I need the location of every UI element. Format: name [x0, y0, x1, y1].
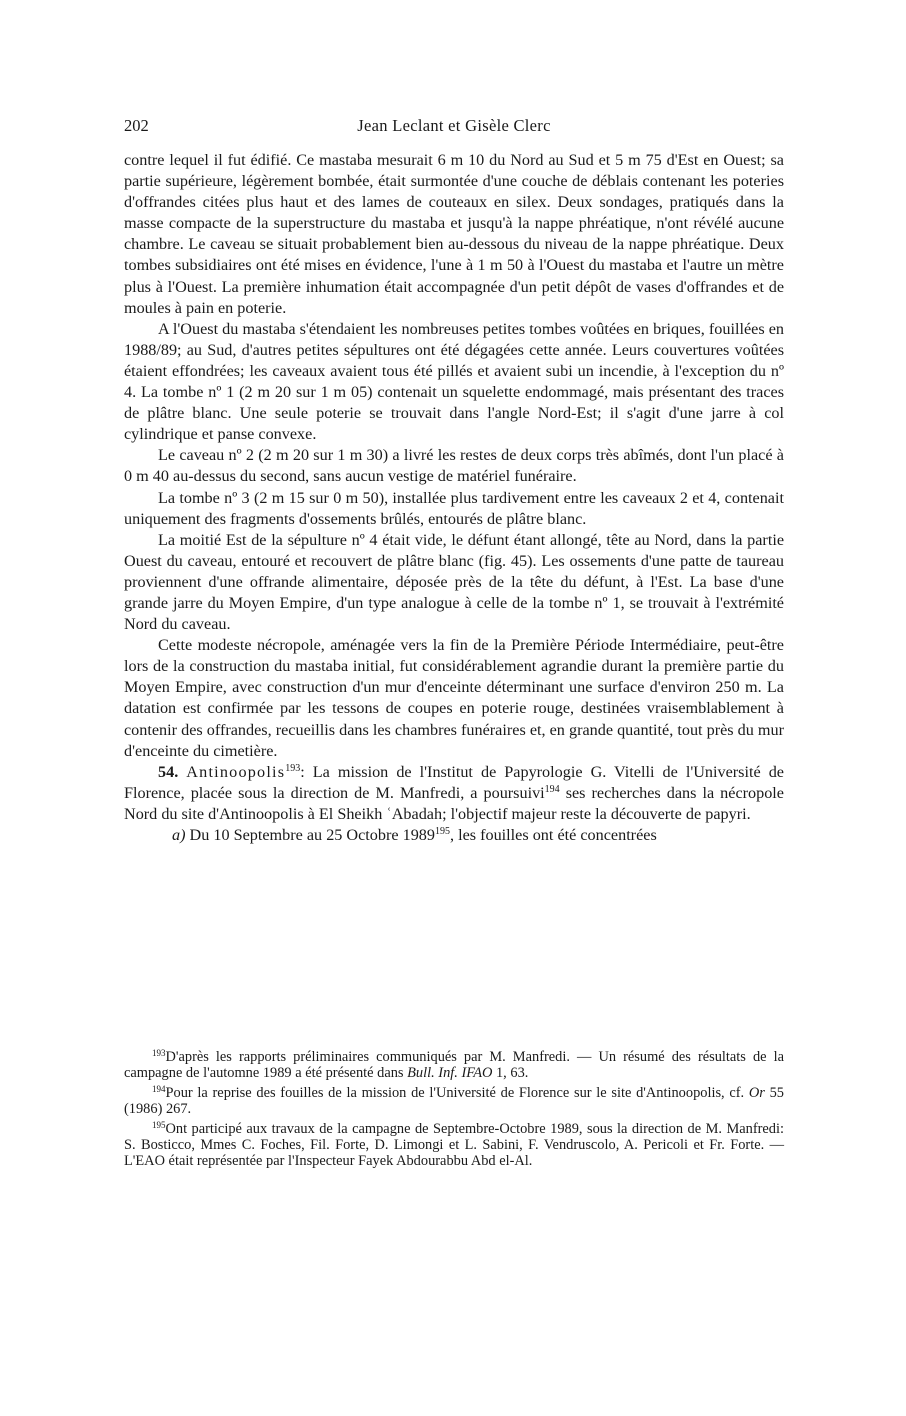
- section-text-b: ses recherches dans la nécropole Nord du site d'Antinoopolis à El Sheikh ʿAbadah; l'objectif majeur reste la découverte de papyri.: [124, 783, 784, 823]
- paragraph-tombe-3: La tombe nº 3 (2 m 15 sur 0 m 50), installée plus tardivement entre les caveaux 2 et 4, contenait uniquement des fragments d'ossements brûlés, entourés de plâtre blanc.: [124, 488, 784, 528]
- paragraph-caveau-2: Le caveau nº 2 (2 m 20 sur 1 m 30) a livré les restes de deux corps très abîmés, dont l'un placé à 0 m 40 au-dessus du second, sans aucun vestige de matériel funéraire.: [124, 446, 784, 486]
- paragraph-a-text-b: , les fouilles ont été concentrées: [449, 826, 657, 844]
- footnote-number: 194: [152, 1084, 166, 1095]
- footnote-text: 1, 63.: [492, 1064, 529, 1081]
- footnote-number: 195: [152, 1120, 166, 1131]
- footnote-193: [124, 1050, 784, 1081]
- footnote-195: [124, 1122, 784, 1169]
- journal-title: Or: [748, 1085, 765, 1102]
- item-label-a: a): [172, 826, 186, 844]
- footnote-ref-193: 193: [285, 762, 301, 774]
- running-title: Jean Leclant et Gisèle Clerc: [357, 116, 551, 135]
- paragraph-vaulted-tombs: A l'Ouest du mastaba s'étendaient les nombreuses petites tombes voûtées en briques, fouillées en 1988/89; au Sud, d'autres petites sépultures ont été dégagées cette année. Leurs couvertures voûtées étaient effondrées; les caveaux avaient tous été pillés et avaient subi un incendie, à l'exception du nº 4. La tombe nº 1 (2 m 20 sur 1 m 05) contenait un squelette endommagé, mais présentant des traces de plâtre blanc. Une seule poterie se trouvait dans l'angle Nord-Est; il s'agit d'une jarre à col cylindrique et panse convexe.: [124, 319, 784, 444]
- paragraph-a-text-a: Du 10 Septembre au 25 Octobre 1989: [185, 826, 435, 844]
- section-text-a: : La mission de l'Institut de Papyrologie G. Vitelli de l'Université de Florence, placée sous la direction de M. Manfredi, a poursuivi: [124, 762, 784, 802]
- journal-title: Bull. Inf. IFAO: [407, 1064, 493, 1081]
- paragraph-sepulture-4: La moitié Est de la sépulture nº 4 était vide, le défunt étant allongé, tête au Nord, dans la partie Ouest du caveau, entouré et recouvert de plâtre blanc (fig. 45). Les ossements d'une patte de taureau proviennent d'une offrande alimentaire, déposée près de la tête du défunt, à l'Est. La base d'une grande jarre du Moyen Empire, d'un type analogue à celle de la tombe nº 1, se trouvait à l'extrémité Nord du caveau.: [124, 530, 784, 634]
- section-number: 54.: [158, 762, 179, 781]
- paragraph-a: [124, 825, 784, 846]
- main-text: [124, 150, 784, 846]
- footnote-text: D'après les rapports préliminaires communiqués par M. Manfredi. — Un résumé des résultats de la campagne de l'automne 1989 a été présenté dans: [124, 1049, 784, 1081]
- page-header: [124, 116, 784, 140]
- footnote-text: Pour la reprise des fouilles de la mission de l'Université de Florence sur le site d'Antinoopolis, cf.: [165, 1085, 749, 1102]
- section-title: Antinoopolis: [186, 762, 286, 781]
- footnote-text: 55 (1986) 267.: [124, 1085, 784, 1117]
- section-antinoopolis: [124, 762, 784, 825]
- footnote-number: 193: [152, 1048, 166, 1058]
- footnote-ref-194: 194: [544, 783, 560, 795]
- page-number: 202: [124, 116, 149, 135]
- footnote-ref-195: 195: [434, 826, 450, 837]
- footnote-194: [124, 1086, 784, 1117]
- footnotes: [124, 1050, 784, 1174]
- footnote-text: Ont participé aux travaux de la campagne de Septembre-Octobre 1989, sous la direction de M. Manfredi: S. Bosticco, Mmes C. Foches, Fil. Forte, D. Limongi et L. Sabini, F. Vendruscolo, A. Pericoli et Fr. Forte. — L'EAO était représentée par l'Inspecteur Fayek Abdourabbu Abd el-Al.: [124, 1121, 784, 1169]
- paragraph-mastaba: contre lequel il fut édifié. Ce mastaba mesurait 6 m 10 du Nord au Sud et 5 m 75 d'Est en Ouest; sa partie supérieure, légèrement bombée, était surmontée d'une couche de déblais contenant les poteries d'offrandes citées plus haut et des lames de couteaux en silex. Deux sondages, pratiqués dans la masse compacte de la superstructure du mastaba et jusqu'à la nappe phréatique, n'ont révélé aucune chambre. Le caveau se situait probablement bien au-dessous du niveau de la nappe phréatique. Deux tombes subsidiaires ont été mises en évidence, l'une à 1 m 50 à l'Ouest du mastaba et l'autre un mètre plus à l'Ouest. La première inhumation était accompagnée d'un petit dépôt de vases d'offrandes et de moules à pain en poterie.: [124, 151, 784, 317]
- paragraph-necropole: Cette modeste nécropole, aménagée vers la fin de la Première Période Intermédiaire, peut-être lors de la construction du mastaba initial, fut considérablement agrandie durant la première partie du Moyen Empire, avec construction d'un mur d'enceinte déterminant une surface d'environ 250 m. La datation est confirmée par les tessons de coupes en poterie rouge, destinées vraisemblablement à contenir des offrandes, recueillis dans les chambres funéraires et, en grande quantité, tout près du mur d'enceinte du cimetière.: [124, 636, 784, 760]
